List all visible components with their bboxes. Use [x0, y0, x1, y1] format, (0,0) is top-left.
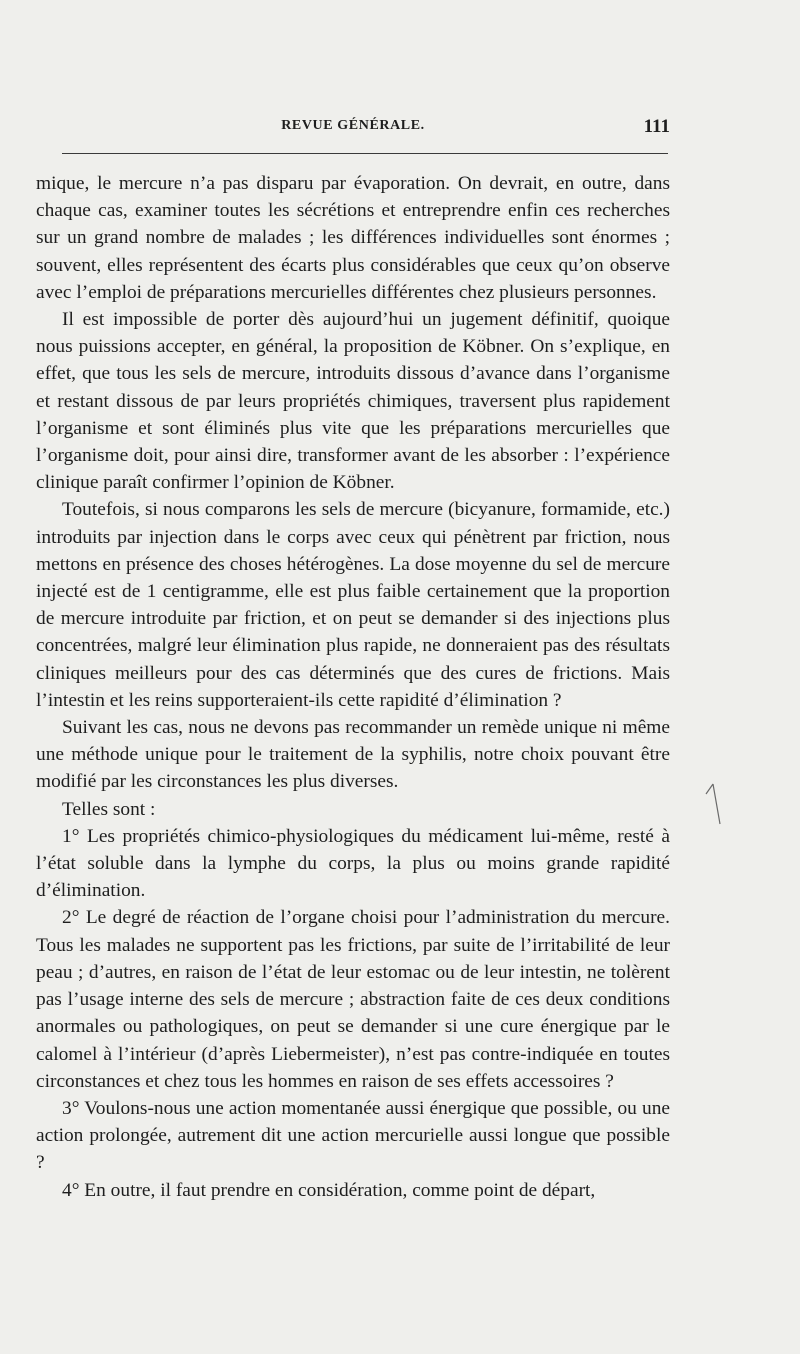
- paragraph: Telles sont :: [62, 798, 156, 820]
- paragraph: Toutefois, si nous comparons les sels de mercure (bicyanure, formamide, etc.) introduits par injection dans le corps avec ceux qui pénètrent par friction, nous mettons en présence des choses hétérogènes. La dose moyenne du sel de mercure injecté est de 1 centigramme, elle est plus faible certainement que la proportion de mercure introduite par friction, et on peut se demander si des injections plus concentrées, malgré leur élimination plus rapide, ne donneraient pas des résultats cliniques meilleurs pour des cas déterminés que des cures de frictions. Mais l’intestin et les reins supporteraient-ils cette rapidité d’élimination ?: [36, 499, 670, 711]
- running-header: [36, 116, 670, 140]
- page-number: 111: [643, 116, 670, 137]
- list-item: 4° En outre, il faut prendre en considération, comme point de départ,: [62, 1179, 596, 1201]
- list-item: 3° Voulons-nous une action momentanée aussi énergique que possible, ou une action prolongée, autrement dit une action mercurielle aussi longue que possible ?: [36, 1097, 670, 1174]
- paragraph: Il est impossible de porter dès aujourd’hui un jugement définitif, quoique nous puissions accepter, en général, la proposition de Köbner. On s’explique, en effet, que tous les sels de mercure, introduits dissous d’avance dans l’organisme et restant dissous de par leurs propriétés chimiques, traversent plus rapidement l’organisme et sont éliminés plus vite que les préparations mercurielles que l’organisme doit, pour ainsi dire, transformer avant de les absorber : l’expérience clinique paraît confirmer l’opinion de Köbner.: [36, 309, 670, 494]
- list-item: 2° Le degré de réaction de l’organe choisi pour l’administration du mercure. Tous les malades ne supportent pas les frictions, par suite de l’irritabilité de leur peau ; d’autres, en raison de l’état de leur estomac ou de leur intestin, ne tolèrent pas l’usage interne des sels de mercure ; abstraction faite de ces deux conditions anormales ou pathologiques, on peut se demander si une cure énergique par le calomel à l’intérieur (d’après Liebermeister), n’est pas contre-indiquée en toutes circonstances et chez tous les hommes en raison de ses effets accessoires ?: [36, 907, 670, 1092]
- header-rule: [62, 153, 668, 154]
- running-title: REVUE GÉNÉRALE.: [281, 118, 425, 133]
- margin-pencil-mark-icon: [704, 782, 722, 826]
- paragraph: Suivant les cas, nous ne devons pas recommander un remède unique ni même une méthode unique pour le traitement de la syphilis, notre choix pouvant être modifié par les circonstances les plus diverses.: [36, 717, 670, 793]
- paragraph-continuation: mique, le mercure n’a pas disparu par évaporation. On devrait, en outre, dans chaque cas, examiner toutes les sécrétions et entreprendre enfin ces recherches sur un grand nombre de malades ; les différences individuelles sont énormes ; souvent, elles représentent des écarts plus considérables que ceux qu’on observe avec l’emploi de préparations mercurielles différentes chez plusieurs personnes.: [36, 173, 670, 303]
- list-item: 1° Les propriétés chimico-physiologiques du médicament lui-même, resté à l’état soluble dans la lymphe du corps, la plus ou moins grande rapidité d’élimination.: [36, 825, 670, 902]
- body-text: [36, 170, 670, 1204]
